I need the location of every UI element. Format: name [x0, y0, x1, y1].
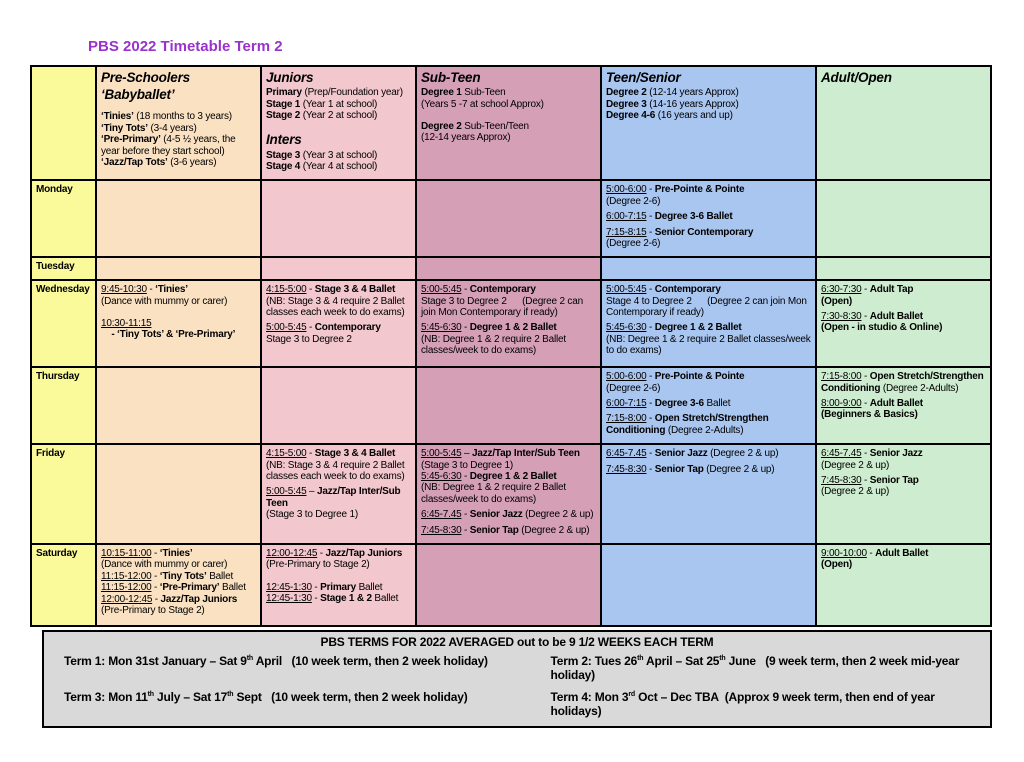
cell-tuesday-adult-open	[816, 257, 991, 280]
cell-wednesday-subteen: 5:00-5:45 - Contemporary Stage 3 to Degree 2 (Degree 2 can join Mon Contemporary if ready) 5:45-6:30 - Degree 1 & 2 Ballet (NB: Degree 1 & 2 require 2 Ballet classes/week to do exams)	[416, 280, 601, 367]
header-preschoolers: Pre-Schoolers ‘Babyballet’ ‘Tinies’ (18 months to 3 years) ‘Tiny Tots’ (3-4 years) ‘Pre-Primary’ (4-5 ½ years, the year before they start school) ‘Jazz/Tap Tots’ (3-6 years)	[96, 66, 261, 180]
day-label-thursday: Thursday	[31, 367, 96, 444]
cell-friday-subteen: 5:00-5:45 – Jazz/Tap Inter/Sub Teen (Stage 3 to Degree 1) 5:45-6:30 - Degree 1 & 2 Ballet (NB: Degree 1 & 2 require 2 Ballet classes/week to do exams) 6:45-7.45 - Senior Jazz (Degree 2 & up) 7:45-8:30 - Senior Tap (Degree 2 & up)	[416, 444, 601, 544]
row-monday	[31, 180, 991, 257]
cell-saturday-preschoolers: 10:15-11:00 - ‘Tinies’ (Dance with mummy or carer) 11:15-12:00 - ‘Tiny Tots’ Ballet 11:15-12:00 - ‘Pre-Primary’ Ballet 12:00-12:45 - Jazz/Tap Juniors (Pre-Primary to Stage 2)	[96, 544, 261, 626]
cell-saturday-adult-open: 9:00-10:00 - Adult Ballet (Open)	[816, 544, 991, 626]
cell-wednesday-juniors: 4:15-5:00 - Stage 3 & 4 Ballet (NB: Stage 3 & 4 require 2 Ballet classes each week to do exams) 5:00-5:45 - Contemporary Stage 3 to Degree 2	[261, 280, 416, 367]
header-subteen: Sub-Teen Degree 1 Sub-Teen (Years 5 -7 at school Approx) Degree 2 Sub-Teen/Teen (12-14 years Approx)	[416, 66, 601, 180]
cell-wednesday-teen-senior: 5:00-5:45 - Contemporary Stage 4 to Degree 2 (Degree 2 can join Mon Contemporary if ready) 5:45-6:30 - Degree 1 & 2 Ballet (NB: Degree 1 & 2 require 2 Ballet classes/week to do exams)	[601, 280, 816, 367]
day-label-tuesday: Tuesday	[31, 257, 96, 280]
cell-monday-subteen	[416, 180, 601, 257]
terms-footer-grid	[52, 654, 982, 718]
cell-thursday-juniors	[261, 367, 416, 444]
cell-saturday-subteen	[416, 544, 601, 626]
cell-tuesday-teen-senior	[601, 257, 816, 280]
footer-term-1: Term 1: Mon 31st January – Sat 9th April (10 week term, then 2 week holiday)	[64, 654, 488, 669]
cell-friday-juniors: 4:15-5:00 - Stage 3 & 4 Ballet (NB: Stage 3 & 4 require 2 Ballet classes each week to do exams) 5:00-5:45 – Jazz/Tap Inter/Sub Teen (Stage 3 to Degree 1)	[261, 444, 416, 544]
cell-thursday-teen-senior: 5:00-6:00 - Pre-Pointe & Pointe (Degree 2-6) 6:00-7:15 - Degree 3-6 Ballet 7:15-8:00 - Open Stretch/Strengthen Conditioning (Degree 2-Adults)	[601, 367, 816, 444]
row-thursday	[31, 367, 991, 444]
footer-term-3: Term 3: Mon 11th July – Sat 17th Sept (10 week term, then 2 week holiday)	[64, 690, 468, 705]
cell-monday-teen-senior: 5:00-6:00 - Pre-Pointe & Pointe (Degree 2-6) 6:00-7:15 - Degree 3-6 Ballet 7:15-8:15 - Senior Contemporary (Degree 2-6)	[601, 180, 816, 257]
day-label-friday: Friday	[31, 444, 96, 544]
terms-footer-heading: PBS TERMS FOR 2022 AVERAGED out to be 9 1/2 WEEKS EACH TERM	[320, 635, 714, 650]
header-adult-open: Adult/Open	[816, 66, 991, 180]
cell-monday-preschoolers	[96, 180, 261, 257]
cell-saturday-juniors: 12:00-12:45 - Jazz/Tap Juniors (Pre-Primary to Stage 2) 12:45-1:30 - Primary Ballet 12:45-1:30 - Stage 1 & 2 Ballet	[261, 544, 416, 626]
cell-tuesday-preschoolers	[96, 257, 261, 280]
cell-friday-adult-open: 6:45-7.45 - Senior Jazz (Degree 2 & up) 7:45-8:30 - Senior Tap (Degree 2 & up)	[816, 444, 991, 544]
row-saturday	[31, 544, 991, 626]
cell-thursday-preschoolers	[96, 367, 261, 444]
header-juniors: Juniors Primary (Prep/Foundation year) Stage 1 (Year 1 at school) Stage 2 (Year 2 at school) Inters Stage 3 (Year 3 at school) Stage 4 (Year 4 at school)	[261, 66, 416, 180]
cell-tuesday-subteen	[416, 257, 601, 280]
cell-friday-teen-senior: 6:45-7.45 - Senior Jazz (Degree 2 & up) 7:45-8:30 - Senior Tap (Degree 2 & up)	[601, 444, 816, 544]
header-row	[31, 66, 991, 180]
corner-cell	[31, 66, 96, 180]
footer-term-2: Term 2: Tues 26th April – Sat 25th June (9 week term, then 2 week mid-year holiday)	[550, 654, 963, 683]
day-label-monday: Monday	[31, 180, 96, 257]
timetable	[30, 65, 992, 627]
day-label-saturday: Saturday	[31, 544, 96, 626]
cell-monday-adult-open	[816, 180, 991, 257]
terms-footer-box	[42, 630, 992, 728]
cell-friday-preschoolers	[96, 444, 261, 544]
row-tuesday	[31, 257, 991, 280]
cell-wednesday-preschoolers: 9:45-10:30 - ‘Tinies’ (Dance with mummy or carer) 10:30-11:15 - ‘Tiny Tots’ & ‘Pre-Primary’	[96, 280, 261, 367]
row-friday	[31, 444, 991, 544]
cell-thursday-adult-open: 7:15-8:00 - Open Stretch/Strengthen Conditioning (Degree 2-Adults) 8:00-9:00 - Adult Ballet (Beginners & Basics)	[816, 367, 991, 444]
cell-wednesday-adult-open: 6:30-7:30 - Adult Tap (Open) 7:30-8:30 - Adult Ballet (Open - in studio & Online)	[816, 280, 991, 367]
header-teen-senior: Teen/Senior Degree 2 (12-14 years Approx) Degree 3 (14-16 years Approx) Degree 4-6 (16 years and up)	[601, 66, 816, 180]
footer-term-4: Term 4: Mon 3rd Oct – Dec TBA (Approx 9 week term, then end of year holidays)	[550, 690, 938, 719]
cell-thursday-subteen	[416, 367, 601, 444]
cell-tuesday-juniors	[261, 257, 416, 280]
page-title: PBS 2022 Timetable Term 2	[88, 38, 283, 55]
cell-saturday-teen-senior	[601, 544, 816, 626]
day-label-wednesday: Wednesday	[31, 280, 96, 367]
cell-monday-juniors	[261, 180, 416, 257]
row-wednesday	[31, 280, 991, 367]
